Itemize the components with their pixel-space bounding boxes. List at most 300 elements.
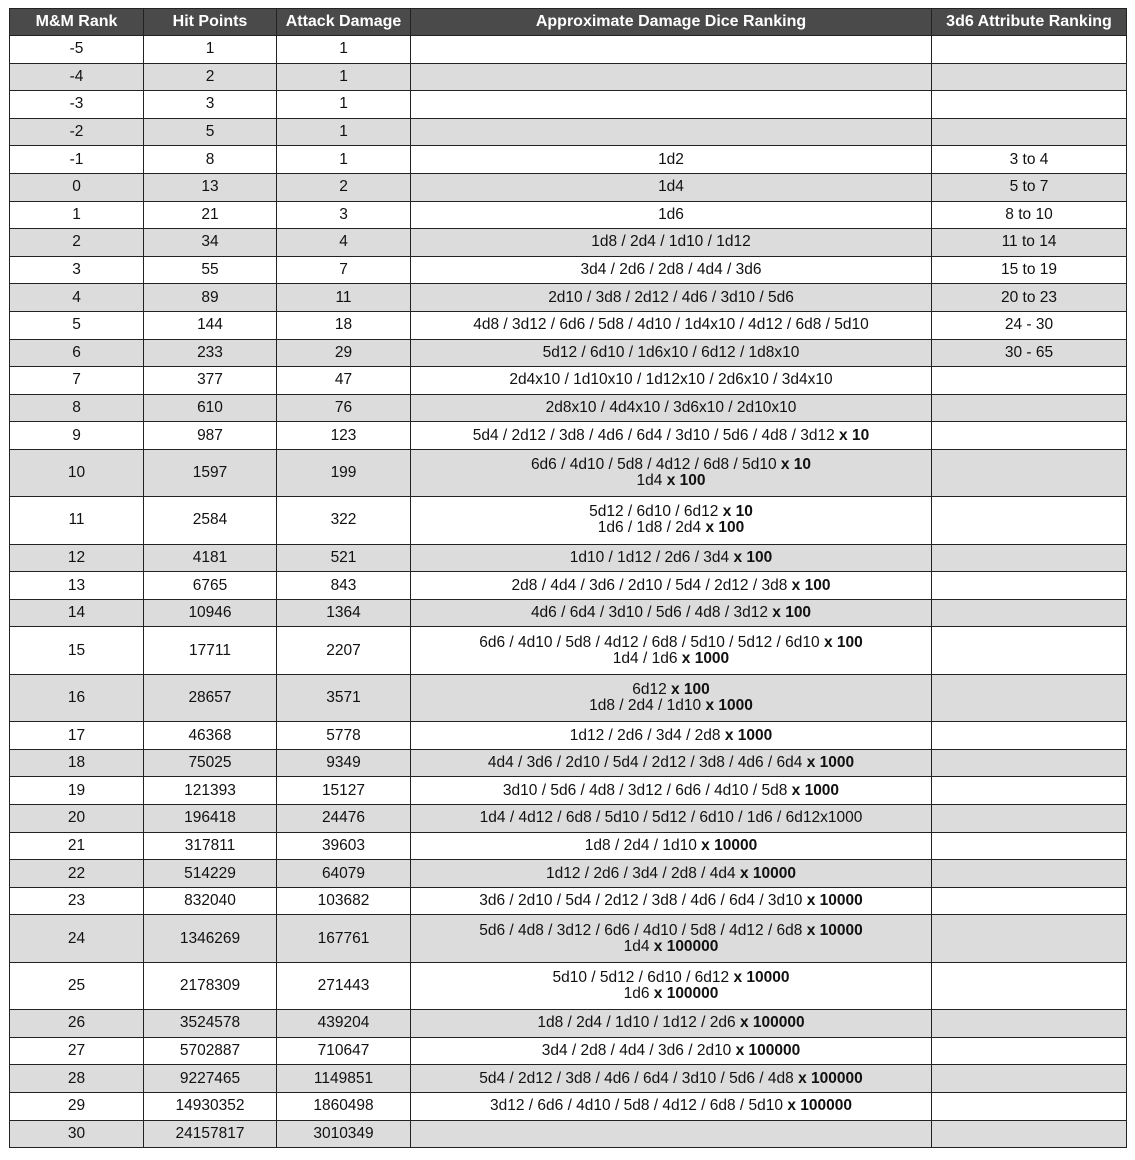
dice-text: 5d6 / 4d8 / 3d12 / 6d6 / 4d10 / 5d8 / 4d12 / 6d8 — [479, 921, 803, 939]
damage-dice-cell — [411, 36, 932, 64]
damage-dice-cell — [411, 1037, 932, 1065]
dice-text: 5d12 / 6d10 / 1d6x10 / 6d12 / 1d8x10 — [542, 343, 800, 361]
attack-damage-cell: 3 — [277, 201, 411, 229]
dice-text: 2d8 / 4d4 / 3d6 / 2d10 / 5d4 / 2d12 / 3d8 — [511, 576, 788, 594]
damage-dice-cell — [411, 1092, 932, 1120]
attribute-ranking-cell — [932, 962, 1127, 1009]
attack-damage-cell: 64079 — [277, 860, 411, 888]
dice-text: 1d4 / 4d12 / 6d8 / 5d10 / 5d12 / 6d10 / 1d6 / 6d12x1000 — [479, 809, 863, 827]
attack-damage-cell: 103682 — [277, 887, 411, 915]
dice-line — [411, 866, 931, 882]
rank-table-container — [9, 8, 1127, 1148]
attribute-ranking-cell: 20 to 23 — [932, 284, 1127, 312]
rank-cell: 7 — [10, 367, 144, 395]
hit-points-cell: 10946 — [144, 599, 277, 627]
attack-damage-cell: 439204 — [277, 1010, 411, 1038]
dice-text: 3d4 / 2d6 / 2d8 / 4d4 / 3d6 — [580, 261, 762, 279]
dice-line — [411, 473, 931, 489]
hit-points-cell: 21 — [144, 201, 277, 229]
rank-cell: 4 — [10, 284, 144, 312]
rank-cell: 18 — [10, 749, 144, 777]
damage-dice-cell — [411, 422, 932, 450]
attribute-ranking-cell — [932, 63, 1127, 91]
dice-text: 3d4 / 2d8 / 4d4 / 3d6 / 2d10 — [541, 1042, 732, 1060]
damage-dice-cell — [411, 229, 932, 257]
attribute-ranking-cell — [932, 599, 1127, 627]
dice-text: 4d6 / 6d4 / 3d10 / 5d6 / 4d8 / 3d12 — [530, 604, 768, 622]
dice-multiplier: x 10000 — [739, 864, 796, 882]
dice-text: 1d4 — [658, 178, 684, 196]
attack-damage-cell: 2207 — [277, 627, 411, 674]
attack-damage-cell: 29 — [277, 339, 411, 367]
dice-multiplier: x 100000 — [653, 937, 719, 955]
table-row — [10, 860, 1127, 888]
table-row — [10, 118, 1127, 146]
dice-line — [411, 428, 931, 444]
damage-dice-cell — [411, 749, 932, 777]
hit-points-cell: 317811 — [144, 832, 277, 860]
dice-multiplier: x 100 — [705, 519, 745, 537]
dice-text: 4d8 / 3d12 / 6d6 / 5d8 / 4d10 / 1d4x10 / 4d12 / 6d8 / 5d10 — [473, 316, 869, 334]
attack-damage-cell: 2 — [277, 173, 411, 201]
hit-points-cell: 5 — [144, 118, 277, 146]
attribute-ranking-cell — [932, 915, 1127, 962]
attack-damage-cell: 39603 — [277, 832, 411, 860]
hit-points-cell: 2584 — [144, 497, 277, 544]
rank-cell: 20 — [10, 805, 144, 833]
attribute-ranking-cell — [932, 627, 1127, 674]
dice-line — [411, 893, 931, 909]
hit-points-cell: 832040 — [144, 887, 277, 915]
dice-text: 1d4 — [623, 937, 650, 955]
attack-damage-cell: 710647 — [277, 1037, 411, 1065]
rank-cell: 21 — [10, 832, 144, 860]
dice-text: 2d4x10 / 1d10x10 / 1d12x10 / 2d6x10 / 3d4x10 — [509, 371, 833, 389]
table-row — [10, 146, 1127, 174]
rank-cell: -2 — [10, 118, 144, 146]
rank-cell: 28 — [10, 1065, 144, 1093]
rank-cell: 23 — [10, 887, 144, 915]
rank-cell: 29 — [10, 1092, 144, 1120]
table-row — [10, 63, 1127, 91]
dice-line — [411, 550, 931, 566]
dice-line — [411, 520, 931, 536]
dice-text: 1d12 / 2d6 / 3d4 / 2d8 / 4d4 — [546, 864, 736, 882]
attack-damage-cell: 3571 — [277, 674, 411, 721]
attribute-ranking-cell — [932, 805, 1127, 833]
table-row — [10, 722, 1127, 750]
dice-text: 1d8 / 2d4 / 1d10 / 1d12 / 2d6 — [537, 1014, 736, 1032]
rank-cell: 5 — [10, 311, 144, 339]
dice-line — [411, 651, 931, 667]
dice-line — [411, 605, 931, 621]
rank-cell: 10 — [10, 449, 144, 496]
dice-line — [411, 783, 931, 799]
damage-dice-cell — [411, 544, 932, 572]
rank-cell: 3 — [10, 256, 144, 284]
dice-line — [411, 728, 931, 744]
attack-damage-cell: 1 — [277, 63, 411, 91]
damage-dice-cell — [411, 394, 932, 422]
attack-damage-cell: 1860498 — [277, 1092, 411, 1120]
dice-line — [411, 682, 931, 698]
rank-cell: 12 — [10, 544, 144, 572]
hit-points-cell: 8 — [144, 146, 277, 174]
rank-cell: 25 — [10, 962, 144, 1009]
attack-damage-cell: 11 — [277, 284, 411, 312]
attribute-ranking-cell — [932, 91, 1127, 119]
dice-line — [411, 698, 931, 714]
table-row — [10, 1037, 1127, 1065]
table-row — [10, 1120, 1127, 1148]
attack-damage-cell: 167761 — [277, 915, 411, 962]
dice-text: 1d4 — [636, 472, 663, 490]
hit-points-cell: 24157817 — [144, 1120, 277, 1148]
rank-cell: 24 — [10, 915, 144, 962]
table-row — [10, 173, 1127, 201]
dice-multiplier: x 10000 — [701, 836, 758, 854]
rank-cell: 15 — [10, 627, 144, 674]
dice-text: 4d4 / 3d6 / 2d10 / 5d4 / 2d12 / 3d8 / 4d6 / 6d4 — [487, 754, 803, 772]
table-row — [10, 36, 1127, 64]
header-damage-dice: Approximate Damage Dice Ranking — [411, 9, 932, 36]
damage-dice-cell — [411, 860, 932, 888]
damage-dice-cell — [411, 627, 932, 674]
attribute-ranking-cell — [932, 394, 1127, 422]
dice-multiplier: x 100000 — [787, 1097, 852, 1115]
damage-dice-cell — [411, 832, 932, 860]
dice-text: 5d12 / 6d10 / 6d12 — [589, 503, 719, 521]
dice-text: 1d12 / 2d6 / 3d4 / 2d8 — [569, 726, 721, 744]
dice-multiplier: x 10000 — [806, 892, 863, 910]
attribute-ranking-cell: 11 to 14 — [932, 229, 1127, 257]
attribute-ranking-cell — [932, 1092, 1127, 1120]
dice-multiplier: x 1000 — [705, 697, 753, 715]
table-row — [10, 915, 1127, 962]
attribute-ranking-cell: 5 to 7 — [932, 173, 1127, 201]
dice-multiplier: x 100 — [772, 604, 812, 622]
hit-points-cell: 89 — [144, 284, 277, 312]
damage-dice-cell — [411, 118, 932, 146]
attack-damage-cell: 47 — [277, 367, 411, 395]
table-row — [10, 311, 1127, 339]
hit-points-cell: 3524578 — [144, 1010, 277, 1038]
rank-cell: 30 — [10, 1120, 144, 1148]
table-row — [10, 832, 1127, 860]
table-row — [10, 749, 1127, 777]
attack-damage-cell: 9349 — [277, 749, 411, 777]
hit-points-cell: 2178309 — [144, 962, 277, 1009]
rank-cell: 14 — [10, 599, 144, 627]
dice-multiplier: x 1000 — [791, 781, 840, 799]
attribute-ranking-cell — [932, 1010, 1127, 1038]
hit-points-cell: 75025 — [144, 749, 277, 777]
table-row — [10, 201, 1127, 229]
dice-multiplier: x 100000 — [653, 984, 719, 1002]
dice-multiplier: x 10 — [780, 456, 812, 474]
hit-points-cell: 9227465 — [144, 1065, 277, 1093]
dice-line — [411, 1043, 931, 1059]
attack-damage-cell: 1 — [277, 36, 411, 64]
table-row — [10, 962, 1127, 1009]
damage-dice-cell — [411, 805, 932, 833]
rank-cell: 22 — [10, 860, 144, 888]
table-row — [10, 627, 1127, 674]
dice-multiplier: x 10 — [722, 503, 753, 521]
hit-points-cell: 6765 — [144, 572, 277, 600]
hit-points-cell: 1346269 — [144, 915, 277, 962]
hit-points-cell: 34 — [144, 229, 277, 257]
dice-line — [411, 986, 931, 1002]
dice-text: 1d8 / 2d4 / 1d10 / 1d12 — [591, 233, 751, 251]
hit-points-cell: 233 — [144, 339, 277, 367]
hit-points-cell: 377 — [144, 367, 277, 395]
attack-damage-cell: 123 — [277, 422, 411, 450]
table-row — [10, 572, 1127, 600]
rank-cell: -5 — [10, 36, 144, 64]
table-row — [10, 544, 1127, 572]
attack-damage-cell: 1149851 — [277, 1065, 411, 1093]
attack-damage-cell: 521 — [277, 544, 411, 572]
dice-multiplier: x 100 — [666, 472, 706, 490]
damage-dice-cell — [411, 497, 932, 544]
dice-line — [411, 262, 931, 278]
table-row — [10, 497, 1127, 544]
attribute-ranking-cell — [932, 367, 1127, 395]
table-row — [10, 256, 1127, 284]
attribute-ranking-cell — [932, 887, 1127, 915]
attack-damage-cell: 24476 — [277, 805, 411, 833]
dice-text: 1d10 / 1d12 / 2d6 / 3d4 — [569, 548, 730, 566]
damage-dice-cell — [411, 284, 932, 312]
dice-text: 1d4 / 1d6 — [612, 649, 678, 667]
dice-multiplier: x 100000 — [739, 1014, 805, 1032]
rank-cell: -4 — [10, 63, 144, 91]
dice-line — [411, 838, 931, 854]
attribute-ranking-cell — [932, 118, 1127, 146]
dice-text: 2d8x10 / 4d4x10 / 3d6x10 / 2d10x10 — [545, 399, 797, 417]
damage-dice-cell — [411, 63, 932, 91]
attack-damage-cell: 199 — [277, 449, 411, 496]
hit-points-cell: 1597 — [144, 449, 277, 496]
attack-damage-cell: 1 — [277, 91, 411, 119]
dice-text: 6d6 / 4d10 / 5d8 / 4d12 / 6d8 / 5d10 — [530, 456, 777, 474]
table-row — [10, 887, 1127, 915]
rank-cell: 1 — [10, 201, 144, 229]
attack-damage-cell: 1 — [277, 118, 411, 146]
hit-points-cell: 5702887 — [144, 1037, 277, 1065]
attribute-ranking-cell — [932, 1120, 1127, 1148]
dice-line — [411, 290, 931, 306]
attribute-ranking-cell: 15 to 19 — [932, 256, 1127, 284]
dice-text: 1d6 — [623, 984, 650, 1002]
dice-multiplier: x 1000 — [724, 726, 773, 744]
dice-line — [411, 755, 931, 771]
dice-line — [411, 317, 931, 333]
damage-dice-cell — [411, 91, 932, 119]
attack-damage-cell: 271443 — [277, 962, 411, 1009]
rank-cell: 8 — [10, 394, 144, 422]
attack-damage-cell: 843 — [277, 572, 411, 600]
table-row — [10, 339, 1127, 367]
table-row — [10, 777, 1127, 805]
hit-points-cell: 55 — [144, 256, 277, 284]
dice-text: 6d6 / 4d10 / 5d8 / 4d12 / 6d8 / 5d10 / 5d12 / 6d10 — [479, 633, 820, 651]
attribute-ranking-cell — [932, 860, 1127, 888]
dice-text: 2d10 / 3d8 / 2d12 / 4d6 / 3d10 / 5d6 — [548, 288, 794, 306]
dice-line — [411, 400, 931, 416]
dice-line — [411, 810, 931, 826]
dice-multiplier: x 10000 — [733, 968, 790, 986]
attack-damage-cell: 322 — [277, 497, 411, 544]
table-row — [10, 449, 1127, 496]
damage-dice-cell — [411, 201, 932, 229]
dice-text: 5d4 / 2d12 / 3d8 / 4d6 / 6d4 / 3d10 / 5d6 / 4d8 / 3d12 — [472, 426, 835, 444]
attribute-ranking-cell — [932, 1037, 1127, 1065]
table-row — [10, 367, 1127, 395]
dice-line — [411, 1015, 931, 1031]
table-row — [10, 805, 1127, 833]
attribute-ranking-cell — [932, 422, 1127, 450]
dice-line — [411, 152, 931, 168]
dice-line — [411, 923, 931, 939]
dice-line — [411, 457, 931, 473]
dice-line — [411, 504, 931, 520]
header-row — [10, 9, 1127, 36]
damage-dice-cell — [411, 449, 932, 496]
dice-line — [411, 939, 931, 955]
damage-dice-cell — [411, 1120, 932, 1148]
damage-dice-cell — [411, 722, 932, 750]
attribute-ranking-cell: 8 to 10 — [932, 201, 1127, 229]
hit-points-cell: 13 — [144, 173, 277, 201]
rank-cell: -1 — [10, 146, 144, 174]
hit-points-cell: 14930352 — [144, 1092, 277, 1120]
attack-damage-cell: 15127 — [277, 777, 411, 805]
hit-points-cell: 3 — [144, 91, 277, 119]
hit-points-cell: 4181 — [144, 544, 277, 572]
dice-multiplier: x 10000 — [806, 921, 863, 939]
attribute-ranking-cell — [932, 832, 1127, 860]
table-body — [10, 36, 1127, 1148]
hit-points-cell: 144 — [144, 311, 277, 339]
damage-dice-cell — [411, 777, 932, 805]
attribute-ranking-cell — [932, 36, 1127, 64]
dice-multiplier: x 1000 — [681, 649, 730, 667]
attribute-ranking-cell — [932, 572, 1127, 600]
dice-line — [411, 1098, 931, 1114]
rank-cell: -3 — [10, 91, 144, 119]
dice-multiplier: x 100 — [671, 681, 710, 699]
dice-text: 1d6 — [658, 205, 684, 223]
dice-line — [411, 345, 931, 361]
damage-dice-cell — [411, 674, 932, 721]
dice-text: 3d10 / 5d6 / 4d8 / 3d12 / 6d6 / 4d10 / 5d8 — [502, 781, 788, 799]
header-attribute-ranking: 3d6 Attribute Ranking — [932, 9, 1127, 36]
dice-line — [411, 635, 931, 651]
table-row — [10, 394, 1127, 422]
dice-text: 1d8 / 2d4 / 1d10 — [584, 836, 697, 854]
attack-damage-cell: 4 — [277, 229, 411, 257]
attribute-ranking-cell — [932, 1065, 1127, 1093]
rank-cell: 27 — [10, 1037, 144, 1065]
hit-points-cell: 610 — [144, 394, 277, 422]
damage-dice-cell — [411, 1065, 932, 1093]
dice-line — [411, 234, 931, 250]
hit-points-cell: 1 — [144, 36, 277, 64]
rank-cell: 11 — [10, 497, 144, 544]
dice-line — [411, 578, 931, 594]
table-row — [10, 599, 1127, 627]
table-row — [10, 422, 1127, 450]
attribute-ranking-cell — [932, 544, 1127, 572]
dice-line — [411, 179, 931, 195]
damage-dice-cell — [411, 1010, 932, 1038]
dice-line — [411, 207, 931, 223]
attribute-ranking-cell: 3 to 4 — [932, 146, 1127, 174]
rank-cell: 2 — [10, 229, 144, 257]
rank-cell: 19 — [10, 777, 144, 805]
attribute-ranking-cell: 30 - 65 — [932, 339, 1127, 367]
attribute-ranking-cell: 24 - 30 — [932, 311, 1127, 339]
rank-cell: 16 — [10, 674, 144, 721]
dice-text: 3d12 / 6d6 / 4d10 / 5d8 / 4d12 / 6d8 / 5d10 — [490, 1097, 784, 1115]
attribute-ranking-cell — [932, 497, 1127, 544]
attribute-ranking-cell — [932, 749, 1127, 777]
table-row — [10, 1010, 1127, 1038]
damage-dice-cell — [411, 173, 932, 201]
hit-points-cell: 2 — [144, 63, 277, 91]
rank-table — [9, 8, 1127, 1148]
hit-points-cell: 28657 — [144, 674, 277, 721]
dice-multiplier: x 100 — [733, 548, 773, 566]
damage-dice-cell — [411, 915, 932, 962]
damage-dice-cell — [411, 367, 932, 395]
dice-text: 1d8 / 2d4 / 1d10 — [589, 697, 702, 715]
attack-damage-cell: 1364 — [277, 599, 411, 627]
hit-points-cell: 514229 — [144, 860, 277, 888]
table-row — [10, 1065, 1127, 1093]
damage-dice-cell — [411, 339, 932, 367]
attack-damage-cell: 1 — [277, 146, 411, 174]
attribute-ranking-cell — [932, 449, 1127, 496]
header-attack-damage: Attack Damage — [277, 9, 411, 36]
rank-cell: 26 — [10, 1010, 144, 1038]
table-row — [10, 229, 1127, 257]
dice-multiplier: x 100000 — [735, 1042, 801, 1060]
header-hit-points: Hit Points — [144, 9, 277, 36]
dice-multiplier: x 1000 — [806, 754, 855, 772]
attack-damage-cell: 3010349 — [277, 1120, 411, 1148]
attack-damage-cell: 18 — [277, 311, 411, 339]
attack-damage-cell: 5778 — [277, 722, 411, 750]
dice-line — [411, 1071, 931, 1087]
dice-multiplier: x 100 — [791, 576, 831, 594]
hit-points-cell: 46368 — [144, 722, 277, 750]
dice-text: 6d12 — [632, 681, 667, 699]
damage-dice-cell — [411, 311, 932, 339]
attribute-ranking-cell — [932, 722, 1127, 750]
dice-line — [411, 970, 931, 986]
rank-cell: 13 — [10, 572, 144, 600]
damage-dice-cell — [411, 572, 932, 600]
dice-line — [411, 372, 931, 388]
damage-dice-cell — [411, 887, 932, 915]
hit-points-cell: 121393 — [144, 777, 277, 805]
dice-text: 5d4 / 2d12 / 3d8 / 4d6 / 6d4 / 3d10 / 5d6 / 4d8 — [479, 1069, 794, 1087]
hit-points-cell: 17711 — [144, 627, 277, 674]
table-row — [10, 1092, 1127, 1120]
